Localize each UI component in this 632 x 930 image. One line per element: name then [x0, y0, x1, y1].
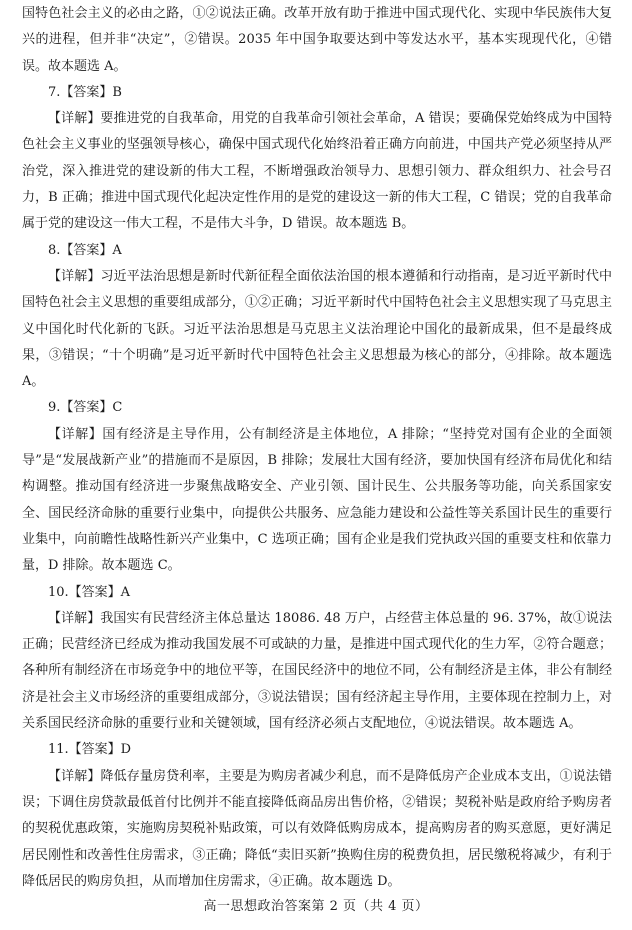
q10-answer: 10.【答案】A [48, 584, 131, 600]
q9-answer: 9.【答案】C [48, 400, 123, 416]
q11-answer: 11.【答案】D [48, 742, 132, 758]
q9-detail: 【详解】国有经济是主导作用，公有制经济是主体地位，A 排除；“坚持党对国有企业的全面领导”是“发展战新产业”的措施而不是原因，B 排除；发展壮大国有经济，要加快国有经济布局优化和结构调整。推动国有经济进一步聚焦战略安全、产业引领、国计民生、公共服务等功能，向关系国家安全、国民经济命脉的重要行业集中，向提供公共服务、应急能力建设和公益性等关系国计民生的重要行业集中，向前瞻性战略性新兴产业集中，C 选项正确；国有企业是我们党执政兴国的重要支柱和依靠力量，D 排除。故本题选 C。 [22, 426, 612, 574]
q7-answer: 7.【答案】B [48, 84, 122, 100]
answer-content [22, 1, 612, 895]
page-footer: 高一思想政治答案第 2 页（共 4 页） [203, 899, 429, 914]
q11-detail: 【详解】降低存量房贷利率，主要是为购房者减少利息，而不是降低房产企业成本支出，①说法错误；下调住房贷款最低首付比例并不能直接降低商品房出售价格，②错误；契税补贴是政府给予购房者的契税优惠政策，实施购房契税补贴政策，可以有效降低购房成本，提高购房者的购买意愿，更好满足居民刚性和改善性住房需求，③正确；降低“卖旧买新”换购住房的税费负担，居民缴税将减少，有利于降低居民的购房负担，从而增加住房需求，④正确。故本题选 D。 [22, 768, 612, 889]
q8-answer: 8.【答案】A [48, 242, 122, 258]
q8-detail: 【详解】习近平法治思想是新时代新征程全面依法治国的根本遵循和行动指南，是习近平新时代中国特色社会主义思想的重要组成部分，①②正确；习近平新时代中国特色社会主义思想实现了马克思主义中国化时代化新的飞跃。习近平法治思想是马克思主义法治理论中国化的最新成果，但不是最终成果，③错误；“十个明确”是习近平新时代中国特色社会主义思想最为核心的部分，④排除。故本题选 A。 [22, 268, 612, 390]
q10-detail: 【详解】我国实有民营经济主体总量达 18086. 48 万户，占经营主体总量的 96. 37%，故①说法正确；民营经济已经成为推动我国发展不可或缺的力量，是推进中国式现代化的生力军，②符合题意；各种所有制经济在市场竞争中的地位平等，在国民经济中的地位不同，公有制经济是主体，非公有制经济是社会主义市场经济的重要组成部分，③说法错误；国有经济起主导作用，主要体现在控制力上，对关系国民经济命脉的重要行业和关键领域，国有经济必须占支配地位，④说法错误。故本题选 A。 [22, 610, 612, 732]
q7-detail: 【详解】要推进党的自我革命，用党的自我革命引领社会革命，A 错误；要确保党始终成为中国特色社会主义事业的坚强领导核心，确保中国式现代化始终沿着正确方向前进，中国共产党必须坚持从严治党，深入推进党的建设新的伟大工程，不断增强政治领导力、思想引领力、群众组织力、社会号召力，B 正确；推进中国式现代化起决定性作用的是党的建设这一新的伟大工程，C 错误；党的自我革命属于党的建设这一伟大工程，不是伟大斗争，D 错误。故本题选 B。 [22, 111, 612, 232]
intro-paragraph: 国特色社会主义的必由之路，①②说法正确。改革开放有助于推进中国式现代化、实现中华民族伟大复兴的进程，但并非“决定”，②错误。2035 年中国争取要达到中等发达水平，基本实现现代化，④错误。故本题选 A。 [22, 6, 612, 74]
